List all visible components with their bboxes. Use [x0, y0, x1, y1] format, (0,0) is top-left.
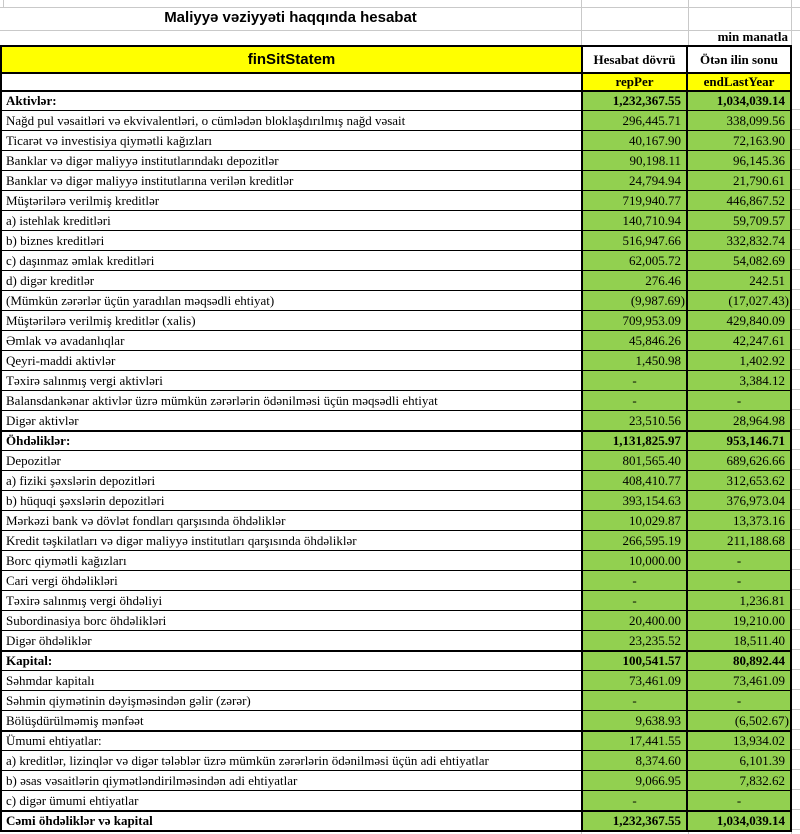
value-cell-reporting-period[interactable]: -	[583, 791, 688, 810]
row-label-cell[interactable]: b) əsas vəsaitlərin qiymətləndirilməsindən adi ehtiyatlar	[2, 771, 583, 790]
value-cell-reporting-period[interactable]: 140,710.94	[583, 211, 688, 230]
row-label-cell[interactable]: Digər öhdəliklər	[2, 631, 583, 650]
empty-label-cell[interactable]	[2, 74, 583, 90]
table-row	[2, 510, 790, 530]
value-cell-reporting-period[interactable]: 20,400.00	[583, 611, 688, 630]
table-row	[2, 810, 790, 830]
financial-position-table	[0, 45, 792, 832]
sheet-gridline	[0, 7, 800, 8]
value-cell-end-last-year[interactable]: 42,247.61	[688, 331, 790, 350]
table-row	[2, 430, 790, 450]
row-label-cell[interactable]: b) biznes kreditləri	[2, 231, 583, 250]
row-label-cell[interactable]: b) hüquqi şəxslərin depozitləri	[2, 491, 583, 510]
row-label-cell[interactable]: Ümumi ehtiyatlar:	[2, 732, 583, 750]
value-cell-reporting-period[interactable]: (9,987.69)	[583, 291, 688, 310]
table-row	[2, 590, 790, 610]
value-cell-reporting-period[interactable]: 10,000.00	[583, 551, 688, 570]
table-row	[2, 310, 790, 330]
row-label-cell[interactable]: d) digər kreditlər	[2, 271, 583, 290]
table-row	[2, 710, 790, 730]
value-cell-reporting-period[interactable]: 1,131,825.97	[583, 432, 688, 450]
table-row	[2, 190, 790, 210]
value-cell-reporting-period[interactable]: 9,066.95	[583, 771, 688, 790]
table-row	[2, 170, 790, 190]
table-row	[2, 550, 790, 570]
table-row	[2, 390, 790, 410]
row-label-cell[interactable]: Cari vergi öhdəlikləri	[2, 571, 583, 590]
value-cell-end-last-year[interactable]: 73,461.09	[688, 671, 790, 690]
value-cell-end-last-year[interactable]: 6,101.39	[688, 751, 790, 770]
value-cell-reporting-period[interactable]: -	[583, 691, 688, 710]
value-cell-reporting-period[interactable]: 719,940.77	[583, 191, 688, 210]
table-row	[2, 330, 790, 350]
row-label-cell[interactable]: Balansdankənar aktivlər üzrə mümkün zərərlərin ödənilməsi üçün məqsədli ehtiyat	[2, 391, 583, 410]
value-cell-reporting-period[interactable]: 17,441.55	[583, 732, 688, 750]
value-cell-end-last-year[interactable]: 429,840.09	[688, 311, 790, 330]
row-label-cell[interactable]: Təxirə salınmış vergi aktivləri	[2, 371, 583, 390]
value-cell-end-last-year[interactable]: 96,145.36	[688, 151, 790, 170]
table-row	[2, 730, 790, 750]
value-cell-end-last-year[interactable]: 59,709.57	[688, 211, 790, 230]
table-row	[2, 110, 790, 130]
value-cell-end-last-year[interactable]: 332,832.74	[688, 231, 790, 250]
table-row	[2, 490, 790, 510]
value-cell-end-last-year[interactable]: 54,082.69	[688, 251, 790, 270]
row-label-cell[interactable]: Müştərilərə verilmiş kreditlər	[2, 191, 583, 210]
row-label-cell[interactable]: Əmlak və avadanlıqlar	[2, 331, 583, 350]
value-cell-reporting-period[interactable]: 393,154.63	[583, 491, 688, 510]
value-cell-end-last-year[interactable]: 28,964.98	[688, 411, 790, 430]
row-label-cell[interactable]: c) digər ümumi ehtiyatlar	[2, 791, 583, 810]
row-label-cell[interactable]: Banklar və digər maliyyə institutlarındakı depozitlər	[2, 151, 583, 170]
value-cell-reporting-period[interactable]: 40,167.90	[583, 131, 688, 150]
value-cell-end-last-year[interactable]: (17,027.43)	[688, 291, 790, 310]
value-cell-reporting-period[interactable]: 801,565.40	[583, 451, 688, 470]
row-label-cell[interactable]: Aktivlər:	[2, 92, 583, 110]
sheet-gridline	[791, 0, 792, 45]
table-row	[2, 290, 790, 310]
value-cell-end-last-year[interactable]: 689,626.66	[688, 451, 790, 470]
sheet-gridline	[581, 0, 582, 45]
row-label-cell[interactable]: Səhmin qiymətinin dəyişməsindən gəlir (zərər)	[2, 691, 583, 710]
table-row	[2, 230, 790, 250]
value-cell-end-last-year[interactable]: -	[688, 691, 790, 710]
value-cell-end-last-year[interactable]: -	[688, 551, 790, 570]
value-cell-end-last-year[interactable]: 1,402.92	[688, 351, 790, 370]
value-cell-reporting-period[interactable]: 408,410.77	[583, 471, 688, 490]
value-cell-end-last-year[interactable]: 1,034,039.14	[688, 812, 790, 830]
row-label-cell[interactable]: Öhdəliklər:	[2, 432, 583, 450]
value-cell-reporting-period[interactable]: 24,794.94	[583, 171, 688, 190]
value-cell-end-last-year[interactable]: 211,188.68	[688, 531, 790, 550]
table-row	[2, 270, 790, 290]
table-code-row	[2, 72, 790, 90]
value-cell-end-last-year[interactable]: 80,892.44	[688, 652, 790, 670]
table-row	[2, 370, 790, 390]
row-label-cell[interactable]: (Mümkün zərərlər üçün yaradılan məqsədli ehtiyat)	[2, 291, 583, 310]
row-label-cell[interactable]: Borc qiymətli kağızları	[2, 551, 583, 570]
row-label-cell[interactable]: Kredit təşkilatları və digər maliyyə institutları qarşısında öhdəliklər	[2, 531, 583, 550]
row-label-cell[interactable]: a) kreditlər, lizinqlər və digər tələblər üzrə mümkün zərərlərin ödənilməsi üçün adi ehtiyatlar	[2, 751, 583, 770]
value-cell-end-last-year[interactable]: -	[688, 791, 790, 810]
table-row	[2, 150, 790, 170]
value-cell-reporting-period[interactable]: 23,510.56	[583, 411, 688, 430]
table-row	[2, 790, 790, 810]
value-cell-reporting-period[interactable]: 1,232,367.55	[583, 812, 688, 830]
col-header-end-last-year[interactable]: Ötən ilin sonu	[688, 47, 790, 72]
col-header-reporting-period[interactable]: Hesabat dövrü	[583, 47, 688, 72]
row-label-cell[interactable]: Ticarət və investisiya qiymətli kağızları	[2, 131, 583, 150]
table-row	[2, 210, 790, 230]
value-cell-end-last-year[interactable]: 338,099.56	[688, 111, 790, 130]
sheet-right-gutter	[792, 90, 800, 830]
row-label-cell[interactable]: Müştərilərə verilmiş kreditlər (xalis)	[2, 311, 583, 330]
row-label-cell[interactable]: Digər aktivlər	[2, 411, 583, 430]
value-cell-end-last-year[interactable]: 3,384.12	[688, 371, 790, 390]
value-cell-end-last-year[interactable]: 7,832.62	[688, 771, 790, 790]
table-row	[2, 770, 790, 790]
row-label-cell[interactable]: a) fiziki şəxslərin depozitləri	[2, 471, 583, 490]
value-cell-reporting-period[interactable]: 8,374.60	[583, 751, 688, 770]
value-cell-end-last-year[interactable]: 446,867.52	[688, 191, 790, 210]
value-cell-end-last-year[interactable]: 72,163.90	[688, 131, 790, 150]
value-cell-end-last-year[interactable]: 18,511.40	[688, 631, 790, 650]
value-cell-reporting-period[interactable]: 9,638.93	[583, 711, 688, 730]
report-title: Maliyyə vəziyyəti haqqında hesabat	[164, 9, 417, 26]
value-cell-end-last-year[interactable]: 376,973.04	[688, 491, 790, 510]
value-cell-end-last-year[interactable]: 1,034,039.14	[688, 92, 790, 110]
table-row	[2, 130, 790, 150]
table-header-row	[2, 47, 790, 72]
form-code-cell[interactable]: finSitStatem	[2, 47, 583, 72]
table-row	[2, 250, 790, 270]
table-row	[2, 450, 790, 470]
table-row	[2, 90, 790, 110]
value-cell-reporting-period[interactable]: 100,541.57	[583, 652, 688, 670]
value-cell-reporting-period[interactable]: -	[583, 371, 688, 390]
row-label-cell[interactable]: Subordinasiya borc öhdəlikləri	[2, 611, 583, 630]
table-row	[2, 530, 790, 550]
value-cell-end-last-year[interactable]: -	[688, 391, 790, 410]
table-body	[2, 90, 790, 830]
value-cell-reporting-period[interactable]: 266,595.19	[583, 531, 688, 550]
value-cell-reporting-period[interactable]: 62,005.72	[583, 251, 688, 270]
row-label-cell[interactable]: a) istehlak kreditləri	[2, 211, 583, 230]
value-cell-reporting-period[interactable]: 45,846.26	[583, 331, 688, 350]
value-cell-end-last-year[interactable]: 312,653.62	[688, 471, 790, 490]
row-label-cell[interactable]: Nağd pul vəsaitləri və ekvivalentləri, o cümlədən bloklaşdırılmış nağd vəsait	[2, 111, 583, 130]
value-cell-reporting-period[interactable]: 73,461.09	[583, 671, 688, 690]
value-cell-reporting-period[interactable]: -	[583, 571, 688, 590]
value-cell-end-last-year[interactable]: 242.51	[688, 271, 790, 290]
value-cell-reporting-period[interactable]: -	[583, 391, 688, 410]
row-label-cell[interactable]: Depozitlər	[2, 451, 583, 470]
table-row	[2, 470, 790, 490]
col-code-endlastyear[interactable]: endLastYear	[688, 74, 790, 90]
value-cell-end-last-year[interactable]: 1,236.81	[688, 591, 790, 610]
row-label-cell[interactable]: Qeyri-maddi aktivlər	[2, 351, 583, 370]
table-row	[2, 630, 790, 650]
value-cell-end-last-year[interactable]: 953,146.71	[688, 432, 790, 450]
row-label-cell[interactable]: Mərkəzi bank və dövlət fondları qarşısında öhdəliklər	[2, 511, 583, 530]
value-cell-reporting-period[interactable]: 296,445.71	[583, 111, 688, 130]
value-cell-end-last-year[interactable]: 13,373.16	[688, 511, 790, 530]
value-cell-reporting-period[interactable]: 1,232,367.55	[583, 92, 688, 110]
value-cell-reporting-period[interactable]: 10,029.87	[583, 511, 688, 530]
table-row	[2, 610, 790, 630]
table-row	[2, 350, 790, 370]
row-label-cell[interactable]: c) daşınmaz əmlak kreditləri	[2, 251, 583, 270]
value-cell-reporting-period[interactable]: 709,953.09	[583, 311, 688, 330]
row-label-cell[interactable]: Cəmi öhdəliklər və kapital	[2, 812, 583, 830]
row-label-cell[interactable]: Kapital:	[2, 652, 583, 670]
value-cell-end-last-year[interactable]: 19,210.00	[688, 611, 790, 630]
row-label-cell[interactable]: Səhmdar kapitalı	[2, 671, 583, 690]
value-cell-end-last-year[interactable]: 13,934.02	[688, 732, 790, 750]
table-row	[2, 650, 790, 670]
value-cell-reporting-period[interactable]: 276.46	[583, 271, 688, 290]
table-row	[2, 750, 790, 770]
col-code-repper[interactable]: repPer	[583, 74, 688, 90]
sheet-gridline	[3, 0, 4, 7]
row-label-cell[interactable]: Təxirə salınmış vergi öhdəliyi	[2, 591, 583, 610]
table-row	[2, 690, 790, 710]
value-cell-reporting-period[interactable]: 23,235.52	[583, 631, 688, 650]
unit-note: min manatla	[717, 29, 788, 44]
value-cell-reporting-period[interactable]: 90,198.11	[583, 151, 688, 170]
value-cell-reporting-period[interactable]: 516,947.66	[583, 231, 688, 250]
value-cell-end-last-year[interactable]: 21,790.61	[688, 171, 790, 190]
row-label-cell[interactable]: Banklar və digər maliyyə institutlarına verilən kreditlər	[2, 171, 583, 190]
value-cell-end-last-year[interactable]: -	[688, 571, 790, 590]
value-cell-reporting-period[interactable]: 1,450.98	[583, 351, 688, 370]
table-row	[2, 670, 790, 690]
value-cell-end-last-year[interactable]: (6,502.67)	[688, 711, 790, 730]
value-cell-reporting-period[interactable]: -	[583, 591, 688, 610]
table-row	[2, 410, 790, 430]
table-row	[2, 570, 790, 590]
row-label-cell[interactable]: Bölüşdürülməmiş mənfəət	[2, 711, 583, 730]
